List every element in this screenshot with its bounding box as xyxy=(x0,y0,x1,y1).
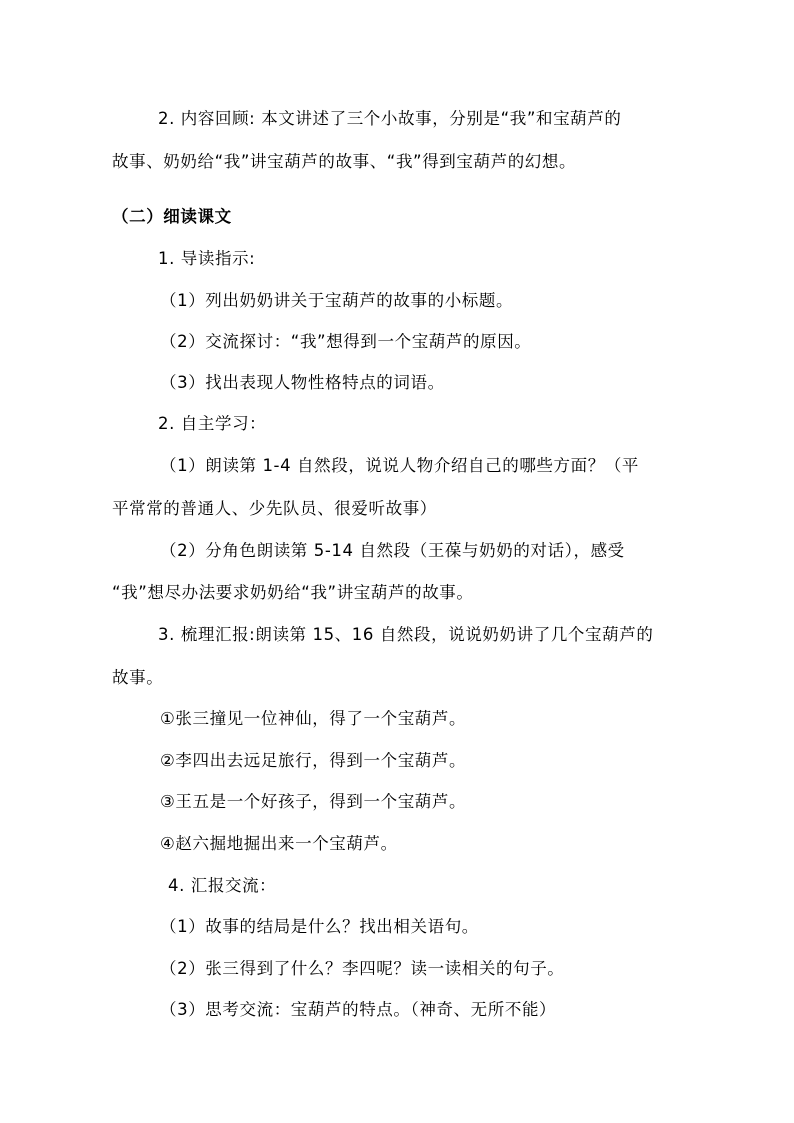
text-line-report-2: （2）张三得到了什么？李四呢？读一读相关的句子。 xyxy=(160,959,565,978)
text-line-self-study-2-cont: “我”想尽办法要求奶奶给“我”讲宝葫芦的故事。 xyxy=(112,583,474,602)
text-line-self-study-2: （2）分角色朗读第 5-14 自然段（王葆与奶奶的对话），感受 xyxy=(160,541,625,560)
text-line-report: 4. 汇报交流： xyxy=(168,876,277,895)
text-line-summary-cont: 故事。 xyxy=(112,668,164,687)
text-line-self-study-1-cont: 平常常的普通人、少先队员、很爱听故事） xyxy=(112,499,437,518)
text-line-guide-2: （2）交流探讨：“我”想得到一个宝葫芦的原因。 xyxy=(160,332,532,351)
list-item-story-3: ③王五是一个好孩子，得到一个宝葫芦。 xyxy=(160,792,467,811)
text-line-summary: 3. 梳理汇报:朗读第 15、16 自然段，说说奶奶讲了几个宝葫芦的 xyxy=(158,625,654,644)
text-line-self-study: 2. 自主学习： xyxy=(158,414,267,433)
section-heading: （二）细读课文 xyxy=(112,207,232,226)
text-line-guide-1: （1）列出奶奶讲关于宝葫芦的故事的小标题。 xyxy=(160,291,514,310)
list-item-story-2: ②李四出去远足旅行，得到一个宝葫芦。 xyxy=(160,751,467,770)
text-line-guide-3: （3）找出表现人物性格特点的词语。 xyxy=(160,373,445,392)
list-item-story-4: ④赵六掘地掘出来一个宝葫芦。 xyxy=(160,834,398,853)
text-line-review: 2. 内容回顾: 本文讲述了三个小故事，分别是“我”和宝葫芦的 xyxy=(158,109,622,128)
text-line-review-cont: 故事、奶奶给“我”讲宝葫芦的故事、“我”得到宝葫芦的幻想。 xyxy=(112,152,577,171)
text-line-guide: 1. 导读指示: xyxy=(158,249,256,268)
text-line-report-1: （1）故事的结局是什么？找出相关语句。 xyxy=(160,917,479,936)
text-line-report-3: （3）思考交流：宝葫芦的特点。（神奇、无所不能） xyxy=(160,1000,557,1019)
text-line-self-study-1: （1）朗读第 1-4 自然段，说说人物介绍自己的哪些方面？（平 xyxy=(160,456,640,475)
list-item-story-1: ①张三撞见一位神仙，得了一个宝葫芦。 xyxy=(160,709,467,728)
